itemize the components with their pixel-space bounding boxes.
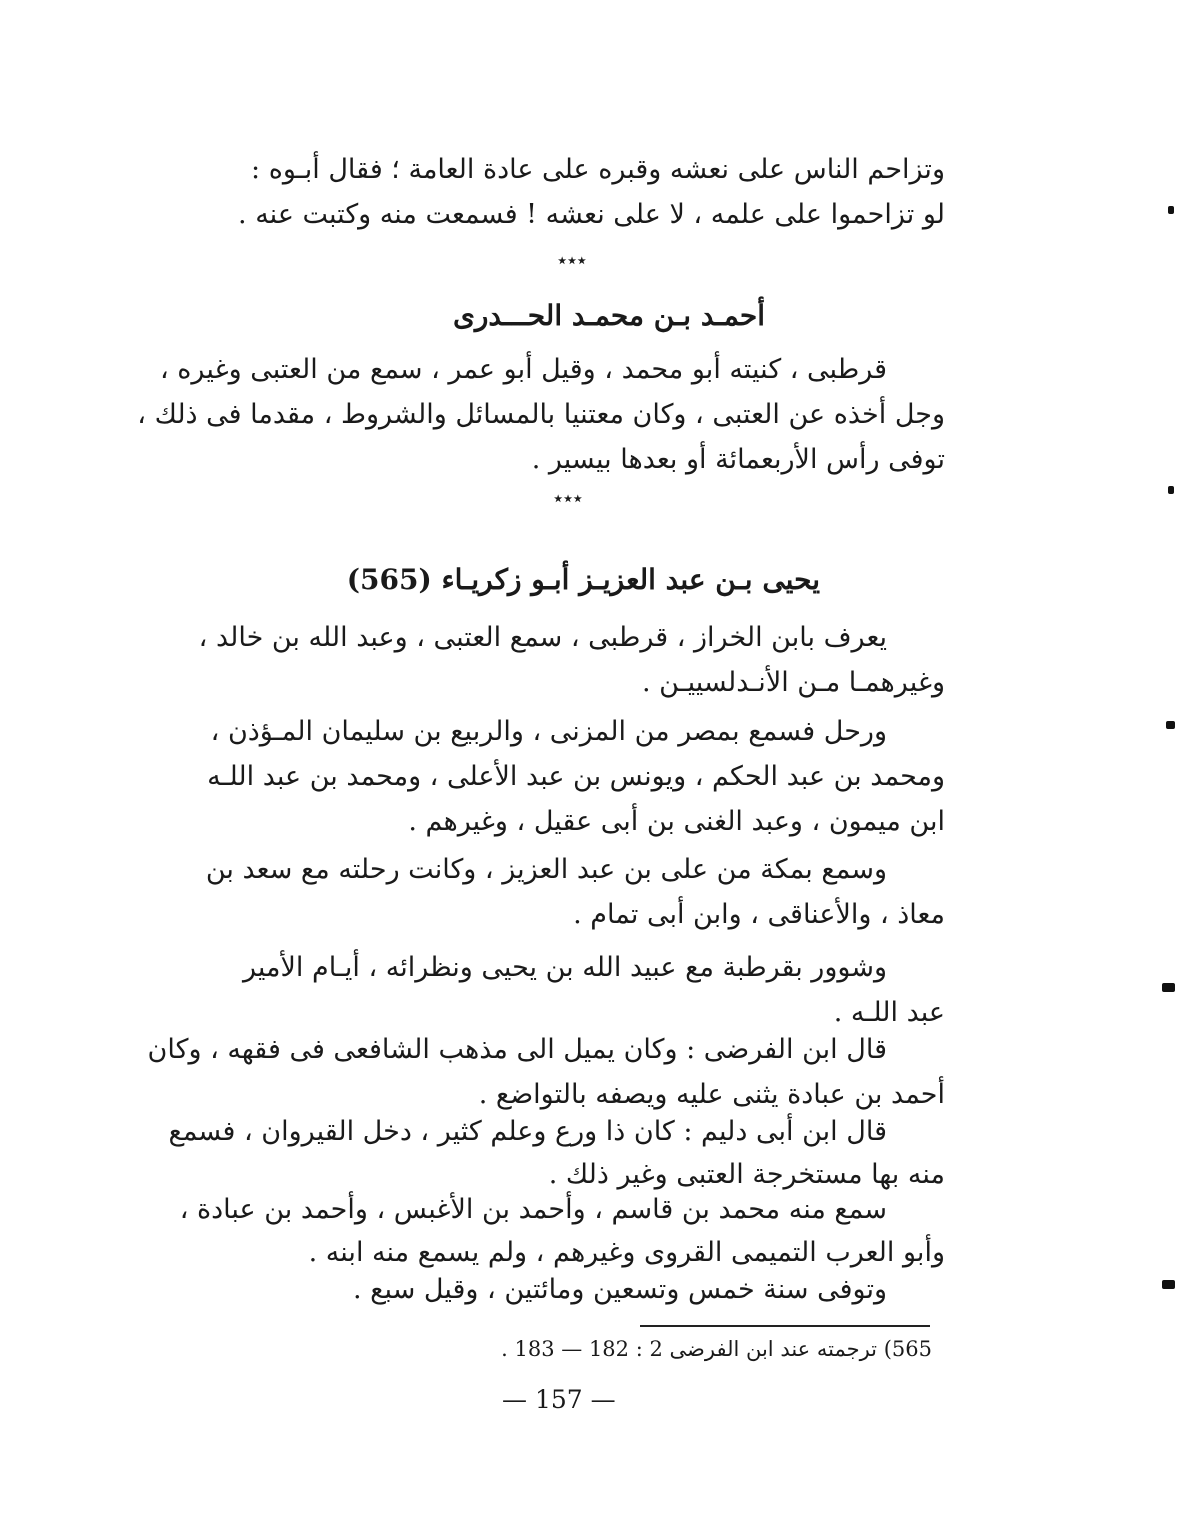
entry2-line-6: وسمع بمكة من على بن عبد العزيز ، وكانت رحلته مع سعد بن [205,854,887,885]
entry2-line-4: ومحمد بن عبد الحكم ، ويونس بن عبد الأعلى ، ومحمد بن عبد اللـه [207,761,945,792]
scan-edge-mark [1166,721,1175,729]
entry2-line-1: يعرف بابن الخراز ، قرطبى ، سمع العتبى ، وعبد الله بن خالد ، [198,622,887,653]
entry2-line-13: منه بها مستخرجة العتبى وغير ذلك . [548,1159,945,1190]
entry-heading-ahmad: أحمـد بـن محمـد الحـــدرى [452,299,765,332]
entry1-line-3: توفى رأس الأربعمائة أو بعدها بيسير . [531,444,945,475]
scan-edge-mark [1168,206,1174,214]
entry2-line-9: عبد اللـه . [833,997,945,1028]
page-number: — 157 — [502,1385,616,1414]
scan-edge-mark [1162,983,1175,992]
entry2-line-16: وتوفى سنة خمس وتسعين ومائتين ، وقيل سبع . [353,1274,887,1305]
entry1-line-2: وجل أخذه عن العتبى ، وكان معتنيا بالمسائل والشروط ، مقدما فى ذلك ، [137,399,945,430]
footnote-565: 565) ترجمته عند ابن الفرضى 2 : 182 — 183 . [501,1337,932,1361]
separator-stars: ٭٭٭ [557,250,587,271]
entry2-line-11: أحمد بن عبادة يثنى عليه ويصفه بالتواضع . [478,1079,945,1110]
separator-stars: ٭٭٭ [553,488,583,509]
intro-line-1: وتزاحم الناس على نعشه وقبره على عادة العامة ؛ فقال أبـوه : [251,154,945,185]
entry2-line-8: وشوور بقرطبة مع عبيد الله بن يحيى ونظرائه ، أيـام الأمير [243,952,887,983]
entry2-line-12: قال ابن أبى دليم : كان ذا ورع وعلم كثير ، دخل القيروان ، فسمع [168,1116,887,1147]
entry2-line-7: معاذ ، والأعناقى ، وابن أبى تمام . [573,899,945,930]
entry2-line-10: قال ابن الفرضى : وكان يميل الى مذهب الشافعى فى فقهه ، وكان [147,1034,887,1065]
entry2-line-3: ورحل فسمع بمصر من المزنى ، والربيع بن سليمان المـؤذن ، [210,716,887,747]
entry2-line-14: سمع منه محمد بن قاسم ، وأحمد بن الأغبس ، وأحمد بن عبادة ، [179,1194,887,1225]
entry1-line-1: قرطبى ، كنيته أبو محمد ، وقيل أبو عمر ، سمع من العتبى وغيره ، [159,354,887,385]
scan-edge-mark [1168,486,1174,494]
scan-edge-mark [1162,1280,1175,1289]
entry2-line-2: وغيرهمـا مـن الأنـدلسييـن . [641,667,945,698]
footnote-divider [640,1325,930,1327]
entry2-line-5: ابن ميمون ، وعبد الغنى بن أبى عقيل ، وغيرهم . [408,806,945,837]
intro-line-2: لو تزاحموا على علمه ، لا على نعشه ! فسمعت منه وكتبت عنه . [238,199,945,230]
entry-heading-yahya: يحيى بـن عبد العزيـز أبـو زكريـاء (565) [346,563,820,596]
entry2-line-15: وأبو العرب التميمى القروى وغيرهم ، ولم يسمع منه ابنه . [308,1237,945,1268]
